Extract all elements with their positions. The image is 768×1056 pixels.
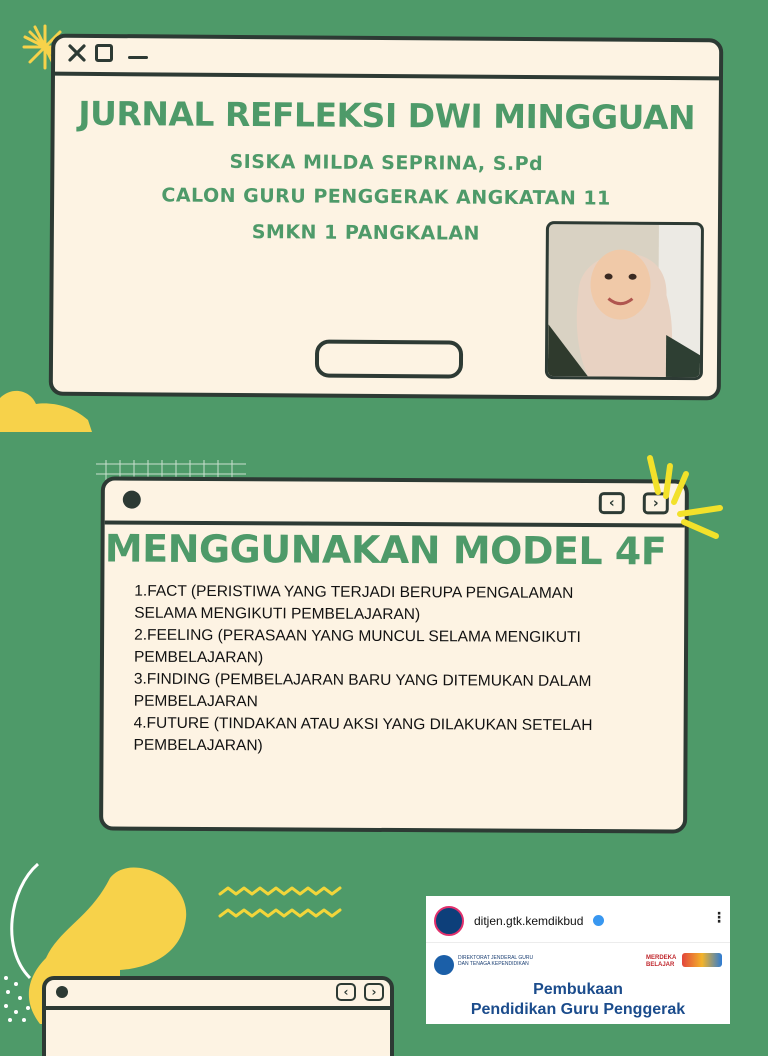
list-item: 4.FUTURE (TINDAKAN ATAU AKSI YANG DILAKUKAN SETELAH (133, 714, 593, 735)
next-arrow-button[interactable]: › (643, 492, 669, 514)
maximize-icon[interactable] (95, 44, 113, 62)
more-options-icon[interactable]: ⋮ (712, 910, 726, 926)
verified-badge-icon (593, 915, 604, 926)
merdeka-badge: MERDEKA BELAJAR (646, 955, 677, 968)
page-title: JURNAL REFLEKSI DWI MINGGUAN (78, 93, 696, 138)
minimize-icon[interactable] (128, 56, 148, 59)
org-logo-icon (434, 955, 454, 975)
close-icon[interactable] (68, 44, 86, 62)
list-item: 3.FINDING (PEMBELAJARAN BARU YANG DITEMUKAN DALAM (133, 670, 592, 691)
zigzag-decoration (218, 886, 346, 922)
author-role: CALON GURU PENGGERAK ANGKATAN 11 (161, 184, 611, 210)
list-item: 2.FEELING (PERASAAN YANG MUNCUL SELAMA MENGIKUTI (134, 626, 581, 646)
post-avatar (434, 906, 464, 936)
model-card (99, 476, 689, 833)
header-card (49, 34, 724, 401)
profile-photo (545, 221, 704, 380)
author-name: SISKA MILDA SEPRINA, S.Pd (229, 150, 544, 176)
person-photo-icon (548, 224, 701, 377)
instagram-post (426, 896, 730, 1024)
author-school: SMKN 1 PANGKALAN (251, 221, 481, 245)
post-account-name[interactable]: ditjen.gtk.kemdikbud (474, 914, 584, 928)
post-heading-1: Pembukaan (533, 981, 623, 998)
post-heading-2: Pendidikan Guru Penggerak (470, 1001, 686, 1018)
model-list (133, 581, 593, 759)
org-name-small: DIREKTORAT JENDERAL GURU DAN TENAGA KEPENDIDIKAN (458, 955, 534, 967)
titlebar-dot (123, 491, 141, 509)
list-item: PEMBELAJARAN) (133, 648, 264, 667)
prev-arrow-button[interactable]: ‹ (336, 983, 356, 1001)
prev-arrow-button[interactable]: ‹ (599, 492, 625, 514)
list-item: PEMBELAJARAN) (133, 736, 263, 755)
next-arrow-button[interactable]: › (364, 983, 384, 1001)
list-item: 1.FACT (PERISTIWA YANG TERJADI BERUPA PENGALAMAN (134, 582, 574, 602)
model-title: MENGGUNAKAN MODEL 4F (104, 526, 667, 574)
titlebar-dot (56, 986, 68, 998)
list-item: SELAMA MENGIKUTI PEMBELAJARAN) (134, 604, 421, 624)
header-titlebar (55, 38, 719, 81)
bottom-card (42, 976, 394, 1056)
post-image (426, 942, 730, 1024)
list-item: PEMBELAJARAN (133, 692, 258, 711)
spark-icon (640, 452, 726, 544)
decorative-pill-button (315, 340, 463, 379)
ministry-logo-icon (682, 953, 722, 967)
